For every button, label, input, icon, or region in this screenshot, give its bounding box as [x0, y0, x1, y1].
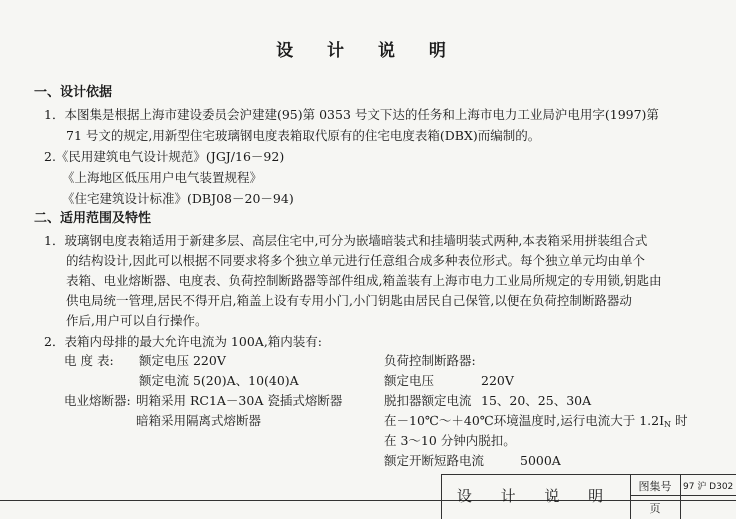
- s1-item2-line2: 《上海地区低压用户电气装置规程》: [62, 170, 263, 185]
- meter-current: 额定电流 5(20)A、10(40)A: [139, 373, 299, 388]
- atlas-number-label: 图集号: [638, 480, 672, 493]
- s2-item2-line1: 2．表箱内母排的最大允许电流为 100A,箱内装有:: [44, 334, 322, 349]
- fuse-line-2: 暗箱采用隔离式熔断器: [136, 413, 262, 428]
- trip-time: 在 3～10 分钟内脱扣。: [384, 433, 516, 448]
- temperature-condition-suffix: 时: [671, 413, 688, 428]
- section-1-heading: 一、设计依据: [34, 85, 113, 100]
- meter-label: 电 度 表:: [64, 353, 114, 368]
- title-block-name: 设 计 说 明: [456, 487, 616, 505]
- meter-voltage: 额定电压 220V: [139, 353, 226, 368]
- release-value: 15、20、25、30A: [481, 393, 592, 408]
- title-block-divider: [680, 475, 681, 519]
- breaking-current-value: 5000A: [520, 453, 561, 468]
- title-block: [441, 474, 736, 519]
- breaker-label: 负荷控制断路器:: [384, 353, 476, 368]
- section-2-heading: 二、适用范围及特性: [34, 211, 152, 226]
- page-label: 页: [649, 502, 661, 515]
- temperature-condition-text: 在－10℃～＋40℃环境温度时,运行电流大于 1.2I: [384, 413, 665, 428]
- s1-item1-line1: 1．本图集是根据上海市建设委员会沪建建(95)第 0353 号文下达的任务和上海市电力工业局沪电用字(1997)第: [44, 107, 659, 122]
- s2-item1-line2: 的结构设计,因此可以根据不同要求将多个独立单元进行任意组合成多种表位形式。每个独立单元均由单个: [66, 253, 645, 268]
- s1-item2-line1: 2.《民用建筑电气设计规范》(JGJ/16－92): [44, 149, 285, 164]
- fuse-label: 电业熔断器:: [64, 393, 131, 408]
- page-title: 设 计 说 明: [276, 41, 460, 61]
- rated-voltage-label: 额定电压: [384, 373, 435, 388]
- rated-voltage-value: 220V: [481, 373, 514, 388]
- release-label: 脱扣器额定电流: [384, 393, 472, 408]
- s2-item1-line5: 作后,用户可以自行操作。: [66, 313, 208, 328]
- subscript-n: N: [664, 420, 672, 429]
- fuse-line-1: 明箱采用 RC1A－30A 瓷插式熔断器: [136, 393, 343, 408]
- s2-item1-line3: 表箱、电业熔断器、电度表、负荷控制断路器等部件组成,箱盖装有上海市电力工业局所规定的专用锁,钥匙由: [66, 273, 662, 288]
- s2-item1-line4: 供电局统一管理,居民不得开启,箱盖上设有专用小门,小门钥匙由居民自己保管,以便在负荷控制断路器动: [66, 293, 632, 308]
- s1-item2-line3: 《住宅建筑设计标准》(DBJ08－20－94): [62, 191, 294, 206]
- breaking-current-label: 额定开断短路电流: [384, 453, 485, 468]
- atlas-number: 97 沪 D302: [683, 482, 734, 492]
- title-block-divider: [630, 495, 736, 496]
- temperature-condition: [384, 413, 688, 432]
- title-block-divider: [630, 475, 631, 519]
- s1-item1-line2: 71 号文的规定,用新型住宅玻璃钢电度表箱取代原有的住宅电度表箱(DBX)而编制的。: [66, 128, 541, 143]
- s2-item1-line1: 1．玻璃钢电度表箱适用于新建多层、高层住宅中,可分为嵌墙暗装式和挂墙明装式两种,本表箱采用拼装组合式: [44, 233, 648, 248]
